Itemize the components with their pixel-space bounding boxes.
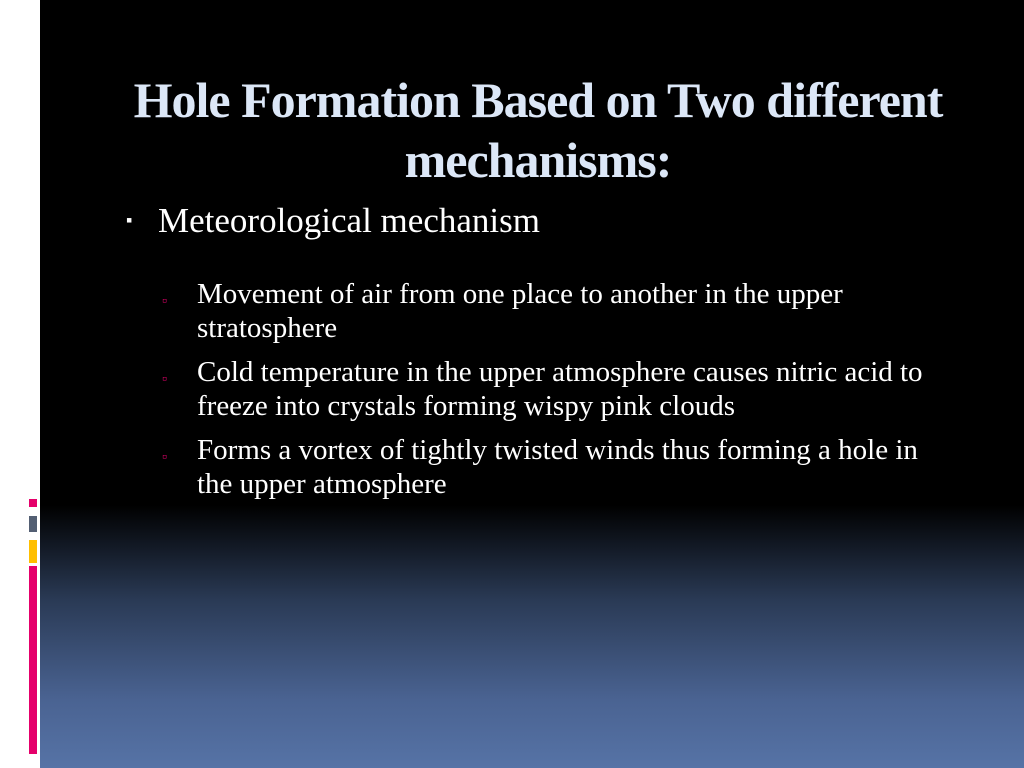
slide-title: Hole Formation Based on Two different mechanisms: [133, 72, 943, 188]
sub-bullet-item [162, 433, 940, 501]
bullet-item [120, 200, 940, 247]
hollow-square-bullet-icon: ▫ [162, 450, 167, 465]
hollow-square-bullet-icon: ▫ [162, 372, 167, 387]
accent-bar-pink-long [29, 566, 37, 754]
sub-bullet-text: Forms a vortex of tightly twisted winds thus forming a hole in the upper atmosphere [197, 434, 918, 500]
accent-bar-gray [29, 516, 37, 532]
hollow-square-bullet-icon: ▫ [162, 294, 167, 309]
accent-bar-yellow [29, 540, 37, 563]
accent-bar-pink-small [29, 499, 37, 507]
sub-bullet-item [162, 355, 940, 423]
bullet-text: Meteorological mechanism [158, 201, 540, 240]
sub-bullet-text: Cold temperature in the upper atmosphere causes nitric acid to freeze into crystals forming wispy pink clouds [197, 356, 923, 422]
square-bullet-icon: ▪ [126, 210, 133, 230]
sub-bullet-text: Movement of air from one place to another in the upper stratosphere [197, 278, 843, 344]
sub-bullet-item [162, 277, 940, 345]
slide-content [120, 200, 940, 511]
